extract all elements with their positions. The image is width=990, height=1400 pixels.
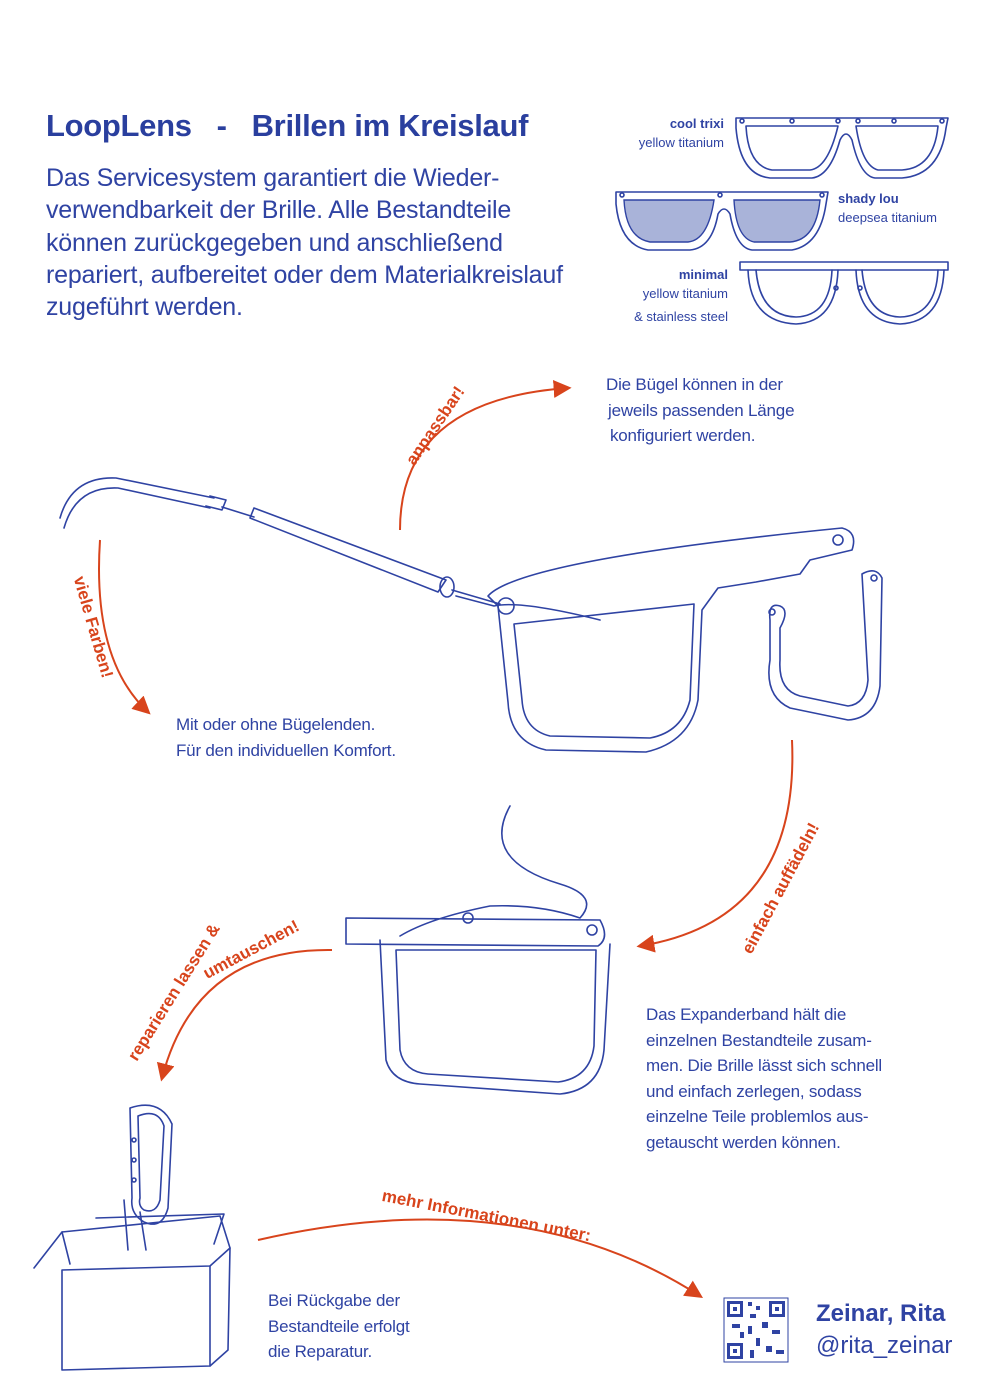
annotation-line: Das Expanderband hält die [646, 1005, 847, 1024]
variant-material: & stainless steel [634, 308, 728, 324]
arrow-colors [99, 540, 148, 712]
variant-name: minimal [678, 267, 728, 282]
glasses-shady-lou-illustration [616, 192, 828, 250]
annotation-temples [606, 372, 794, 449]
page-title: LoopLens - Brillen im Kreislauf [46, 108, 529, 143]
label-more-info: mehr Informationen unter: [380, 1186, 593, 1246]
label-adjustable: anpassbar! [402, 382, 469, 469]
label-repair-line1: reparieren lassen & [124, 920, 224, 1065]
glasses-cool-trixi-illustration [736, 118, 948, 178]
author-block [816, 1298, 952, 1363]
variant-material: yellow titanium [638, 134, 724, 150]
label-colors: viele Farben! [69, 574, 117, 681]
label-threading: einfach auffädeln! [738, 819, 824, 957]
annotation-line: Bestandteile erfolgt [268, 1316, 410, 1336]
label-repair-line2: umtauschen! [200, 916, 303, 983]
intro-paragraph: Das Servicesystem garantiert die Wiederverwendbarkeit der Brille. Alle Bestandteile können zurückgegeben und anschließend repariert, aufbereitet oder dem Materialkreislauf zugeführt werden. [46, 164, 563, 321]
annotation-line: die Reparatur. [268, 1342, 372, 1361]
variant-material: yellow titanium [642, 285, 728, 301]
annotation-line: einzelne Teile problemlos aus- [646, 1107, 869, 1126]
variant-material: deepsea titanium [838, 209, 938, 225]
arrow-more-info [258, 1220, 700, 1296]
author-name: Zeinar, Rita [816, 1300, 946, 1327]
annotation-expander-band [646, 1002, 882, 1155]
annotation-line: jeweils passenden Länge [608, 400, 795, 420]
annotation-line: Bei Rückgabe der [268, 1291, 400, 1310]
annotation-line: Die Bügel können in der [606, 375, 783, 394]
annotation-line: men. Die Brille lässt sich schnell [646, 1056, 883, 1075]
author-handle[interactable]: @rita_zeinar [816, 1332, 953, 1360]
annotation-line: konfiguriert werden. [610, 426, 756, 445]
annotation-temple-tips [176, 712, 396, 763]
annotation-line: Für den individuellen Komfort. [176, 740, 396, 760]
variant-name: shady lou [838, 191, 899, 206]
annotation-line: und einfach zerlegen, sodass [646, 1081, 862, 1101]
glasses-threaded-illustration [346, 806, 610, 1094]
box-with-glasses-illustration [34, 1105, 230, 1370]
annotation-line: einzelnen Bestandteile zusam- [646, 1030, 872, 1050]
glasses-exploded-illustration [60, 478, 882, 752]
annotation-line: Mit oder ohne Bügelenden. [176, 715, 376, 734]
variant-name: cool trixi [669, 116, 724, 131]
qr-code [724, 1298, 788, 1362]
annotation-return [268, 1288, 410, 1365]
annotation-line: getauscht werden können. [646, 1132, 841, 1152]
glasses-minimal-illustration [740, 262, 948, 324]
